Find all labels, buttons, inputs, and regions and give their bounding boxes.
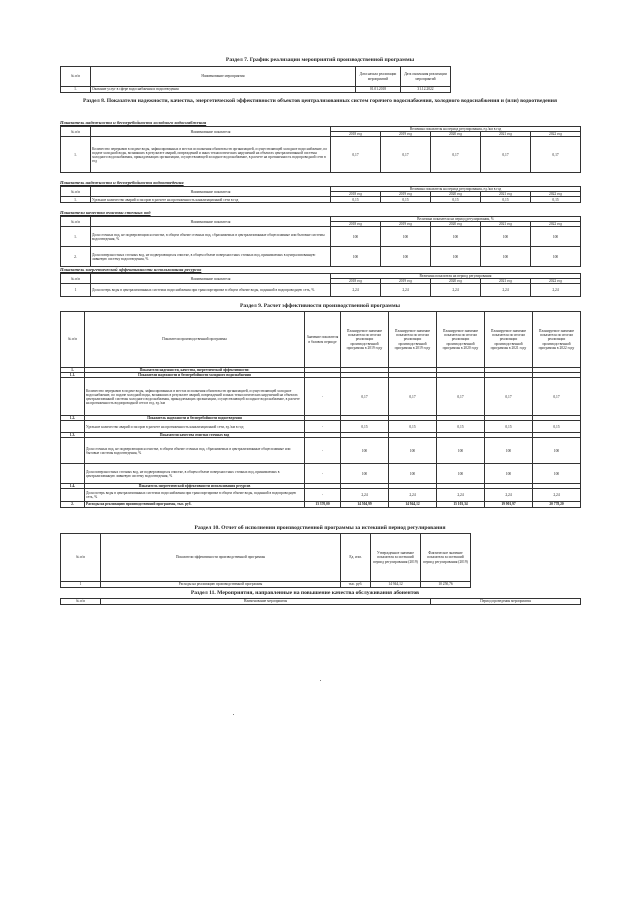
table-cell: 100	[389, 464, 437, 484]
table-cell: Доля поверхностных сточных вод, не подвергающихся очистке, в общем объеме поверхностных сточных вод, принимаемых в централизованную ливневую систему водоотведения, %	[85, 464, 305, 484]
table-cell: 100	[381, 227, 431, 247]
table-cell: 2,24	[389, 489, 437, 502]
table-cell: 2,24	[431, 284, 481, 297]
table-cell: 100	[341, 438, 389, 464]
table-cell: 100	[485, 438, 533, 464]
col-header: № п/п	[61, 217, 91, 227]
table-cell: 2,24	[531, 284, 581, 297]
year-header: 2021 год	[481, 222, 531, 227]
table-cell: 2,24	[331, 284, 381, 297]
table-cell: Количество перерывов в подаче воды, зафиксированных в местах исполнения обязательств организацией, осуществляющей холодное водоснабжение, по подаче холодной воды, возникших в результате аварий, повреждений и иных технологических нарушений на объектах централизованной системы холодного водоснабжения, принадлежащих организации, осуществляющей холодное водоснабжение, в расчете на протяженность водопроводной сети в год	[91, 137, 331, 173]
table-cell: 1.	[61, 137, 91, 173]
table-cell: 0,17	[531, 137, 581, 173]
year-header: 2020 год	[431, 132, 481, 137]
table-cell: 14 944,12	[389, 502, 437, 507]
table-cell: 0,15	[485, 421, 533, 433]
table-cell: 1.	[61, 227, 91, 247]
table-cell: 1.	[61, 87, 91, 93]
table-cell: 0,17	[389, 378, 437, 416]
col-header: Показатели производственной программы	[85, 312, 305, 368]
table-cell: 1.	[61, 197, 91, 203]
table-cell: 100	[437, 464, 485, 484]
col-header: Наименование показателя	[91, 217, 331, 227]
col-header: Планируемое значение показателя по итогам реализации производственной программы в 2022 году	[533, 312, 581, 368]
year-header: 2021 год	[481, 279, 531, 284]
table-cell: 100	[533, 464, 581, 484]
table-cell: 100	[331, 247, 381, 267]
col-header: Наименование показателя	[91, 274, 331, 284]
section7-title: Раздел 7. График реализации мероприятий производственной программы	[225, 57, 415, 63]
col-header: Показатели эффективности производственной программы	[101, 534, 341, 582]
section8-t4-subtitle: Показатель энергетической эффективности использования ресурсов	[60, 267, 202, 272]
year-header: 2018 год	[331, 279, 381, 284]
table-cell: 1	[61, 284, 91, 297]
section9-title: Раздел 9. Расчет эффективности производственной программы	[239, 303, 401, 309]
table-cell	[61, 464, 85, 484]
table-cell: 0,17	[485, 378, 533, 416]
table-cell: 100	[531, 227, 581, 247]
table-row	[61, 502, 581, 507]
section8-t1-table	[60, 126, 580, 173]
table-cell: Доля сточных вод, не подвергающихся очистке, в общем объеме сточных вод, сбрасываемых в централизованные общесплавные или бытовые системы водоотведения, %	[91, 227, 331, 247]
col-header: № п/п	[61, 67, 91, 87]
table-cell: 0,17	[331, 137, 381, 173]
table-cell: Показатели качества очистки сточных вод	[85, 433, 305, 438]
table-cell: 100	[389, 438, 437, 464]
table-cell: 14 504,99	[341, 502, 389, 507]
section8-t1-subtitle: Показатель надежности и бесперебойности холодного водоснабжения	[60, 120, 207, 125]
table-cell	[61, 438, 85, 464]
table-cell: 100	[431, 247, 481, 267]
table-cell: 0,15	[437, 421, 485, 433]
col-header: № п/п	[61, 187, 91, 197]
year-header: 2022 год	[531, 192, 581, 197]
table-cell: 1.	[61, 368, 85, 373]
table-cell: 100	[481, 247, 531, 267]
table-cell: 2.	[61, 247, 91, 267]
table-cell: 100	[481, 227, 531, 247]
table-cell: 2,24	[481, 284, 531, 297]
table-cell: 0,17	[533, 378, 581, 416]
table-cell: 100	[381, 247, 431, 267]
col-header: Дата начала реализации мероприятий	[356, 67, 401, 87]
col-header: Утвержденное значение показателя за истекший период регулирования (2019)	[371, 534, 421, 582]
table-row	[61, 464, 581, 484]
group-header: Величина показателя на период регулирования, %	[331, 217, 581, 222]
table-cell: 100	[331, 227, 381, 247]
col-header: Фактическое значение показателя за истекший период регулирования (2019)	[421, 534, 471, 582]
col-header: Дата окончания реализации мероприятий	[401, 67, 451, 87]
table-cell: 14 944,12	[371, 582, 421, 588]
col-header: № п/п	[61, 534, 101, 582]
year-header: 2019 год	[381, 279, 431, 284]
table-cell: 0,15	[389, 421, 437, 433]
table-cell: 1.4.	[61, 484, 85, 489]
table-cell: 10 250,76	[421, 582, 471, 588]
table-row	[61, 489, 581, 502]
table-cell: 2,24	[341, 489, 389, 502]
table-cell: тыс. руб.	[341, 582, 371, 588]
year-header: 2021 год	[481, 132, 531, 137]
year-header: 2019 год	[381, 132, 431, 137]
table-cell: 2.	[61, 502, 85, 507]
table-cell: -	[305, 464, 341, 484]
table-row	[61, 438, 581, 464]
group-header: Величина показателя на период регулирования, ед./км в год	[331, 127, 581, 132]
table-row	[61, 378, 581, 416]
year-header: 2019 год	[381, 192, 431, 197]
col-header: Наименование показателя	[91, 187, 331, 197]
table-cell: 0,17	[481, 137, 531, 173]
table-cell: 0,15	[481, 197, 531, 203]
table-cell: Доля сточных вод, не подвергающихся очистке, в общем объеме сточных вод, сбрасываемых в централизованные общесплавные или бытовые системы водоотведения, %	[85, 438, 305, 464]
section11-table	[60, 598, 580, 605]
table-cell: 100	[341, 464, 389, 484]
table-cell: 2,24	[533, 489, 581, 502]
col-header: Значение показателя в базовом периоде	[305, 312, 341, 368]
col-header: № п/п	[61, 312, 85, 368]
col-header: № п/п	[61, 127, 91, 137]
table-cell: Удельное количество аварий и засоров в расчете на протяженность канализационной сети, ед./км в год	[85, 421, 305, 433]
table-cell: 13 370,00	[305, 502, 341, 507]
group-header: Величина показателя на период регулирования	[331, 274, 581, 279]
year-header: 2022 год	[531, 132, 581, 137]
section8-t3-table	[60, 216, 580, 267]
section8-t2-table	[60, 186, 580, 203]
table-cell: 2,24	[437, 489, 485, 502]
table-cell	[61, 421, 85, 433]
section10-table	[60, 533, 470, 588]
year-header: 2020 год	[431, 192, 481, 197]
table-cell: Количество перерывов в подаче воды, зафиксированных в местах исполнения обязательств организацией, осуществляющей холодное водоснабжение, по подаче холодной воды, возникших в результате аварий, повреждений и иных технологических нарушений на объектах централизованной системы холодного водоснабжения, принадлежащих организации, осуществляющей холодное водоснабжение, в расчете на протяженность водопроводной сети в год, ед./км	[85, 378, 305, 416]
table-cell: 100	[437, 438, 485, 464]
table-cell: 20 778,20	[533, 502, 581, 507]
col-header: Ед. изм.	[341, 534, 371, 582]
table-cell: 0,17	[437, 378, 485, 416]
group-header: Величина показателя на период регулирования, ед./км в год	[331, 187, 581, 192]
col-header: Наименование мероприятия	[91, 67, 356, 87]
table-cell: 1.1.	[61, 373, 85, 378]
table-cell: 01.01.2018	[356, 87, 401, 93]
table-cell: Расходы на реализацию производственной программы	[101, 582, 341, 588]
table-cell: 2,24	[485, 489, 533, 502]
table-cell	[61, 378, 85, 416]
table-cell: 100	[531, 247, 581, 267]
year-header: 2018 год	[331, 132, 381, 137]
table-cell: 0,17	[431, 137, 481, 173]
scan-speck	[233, 714, 234, 715]
year-header: 2018 год	[331, 222, 381, 227]
table-cell: Показатели надежности, качества, энергетической эффективности:	[85, 368, 305, 373]
section8-title: Раздел 8. Показатели надежности, качества, энергетической эффективности объектов централизованных систем горячего водоснабжения, холодного водоснабжения и (или) водоотведения	[82, 98, 558, 104]
table-cell: 0,15	[531, 197, 581, 203]
table-cell: 1.2.	[61, 416, 85, 421]
col-header: Наименование мероприятия	[101, 599, 431, 605]
table-row	[61, 421, 581, 433]
table-cell: Оказание услуг в сфере водоснабжения и водоотведения	[91, 87, 356, 93]
table-cell: 19 901,97	[485, 502, 533, 507]
table-cell: 31.12.2022	[401, 87, 451, 93]
table-cell: 0,15	[381, 197, 431, 203]
table-cell: 2,24	[381, 284, 431, 297]
col-header: Планируемое значение показателя по итогам реализации производственной программы в 2019 году	[341, 312, 389, 368]
section7-table	[60, 66, 450, 93]
section8-t4-table	[60, 273, 580, 297]
year-header: 2022 год	[531, 279, 581, 284]
scan-speck	[320, 680, 321, 681]
col-header: Планируемое значение показателя по итогам реализации производственной программы в 2020 году	[437, 312, 485, 368]
table-cell: 15 103,34	[437, 502, 485, 507]
table-cell: Расходы на реализацию производственной программы, тыс. руб.	[85, 502, 305, 507]
year-header: 2020 год	[431, 279, 481, 284]
table-cell	[61, 489, 85, 502]
col-header: Планируемое значение показателя по итогам реализации производственной программы в 2021 году	[485, 312, 533, 368]
table-cell: 1	[61, 582, 101, 588]
table-cell: Показатель энергетической эффективности использования ресурсов	[85, 484, 305, 489]
table-cell: 0,15	[331, 197, 381, 203]
section8-t2-subtitle: Показатель надежности и бесперебойности водоотведения	[60, 180, 184, 185]
year-header: 2020 год	[431, 222, 481, 227]
table-cell: 0,17	[381, 137, 431, 173]
table-row	[61, 582, 471, 588]
table-cell: -	[305, 421, 341, 433]
table-cell: 0,17	[341, 378, 389, 416]
col-header: Планируемое значение показателя по итогам реализации производственной программы в 2019 году	[389, 312, 437, 368]
table-cell: 100	[533, 438, 581, 464]
col-header: № п/п	[61, 599, 101, 605]
table-cell: -	[305, 378, 341, 416]
table-cell: 1.3.	[61, 433, 85, 438]
table-cell: 100	[431, 227, 481, 247]
section11-title: Раздел 11. Мероприятия, направленные на повышение качества обслуживания абонентов	[190, 590, 420, 596]
table-cell: Удельное количество аварий и засоров в расчете на протяженность канализационной сети в год	[91, 197, 331, 203]
table-cell: 0,15	[341, 421, 389, 433]
table-cell: Доля потерь воды в централизованных системах водоснабжения при транспортировке в общем объеме воды, поданной в водопроводную сеть, %	[91, 284, 331, 297]
table-cell: -	[305, 438, 341, 464]
year-header: 2022 год	[531, 222, 581, 227]
section10-title: Раздел 10. Отчет об исполнении производственной программы за истекший период регулирования	[194, 525, 446, 531]
table-cell: Доля потерь воды в централизованных системах водоснабжения при транспортировке в общем объеме воды, поданной в водопроводную сеть, %	[85, 489, 305, 502]
table-cell: -	[305, 489, 341, 502]
table-cell: Доля поверхностных сточных вод, не подвергающихся очистке, в общем объеме поверхностных сточных вод, принимаемых в централизованную ливневую систему водоотведения, %	[91, 247, 331, 267]
year-header: 2018 год	[331, 192, 381, 197]
table-cell: Показатели надежности и бесперебойности холодного водоснабжения	[85, 373, 305, 378]
table-cell: 0,15	[431, 197, 481, 203]
col-header: Наименование показателя	[91, 127, 331, 137]
col-header: Период проведения мероприятия	[431, 599, 581, 605]
table-cell: 0,15	[533, 421, 581, 433]
col-header: № п/п	[61, 274, 91, 284]
section9-table	[60, 311, 580, 508]
table-cell: Показатель надежности и бесперебойности водоотведения	[85, 416, 305, 421]
table-cell: 100	[485, 464, 533, 484]
year-header: 2021 год	[481, 192, 531, 197]
section8-t3-subtitle: Показатели качества очистки сточных вод	[60, 210, 151, 215]
year-header: 2019 год	[381, 222, 431, 227]
